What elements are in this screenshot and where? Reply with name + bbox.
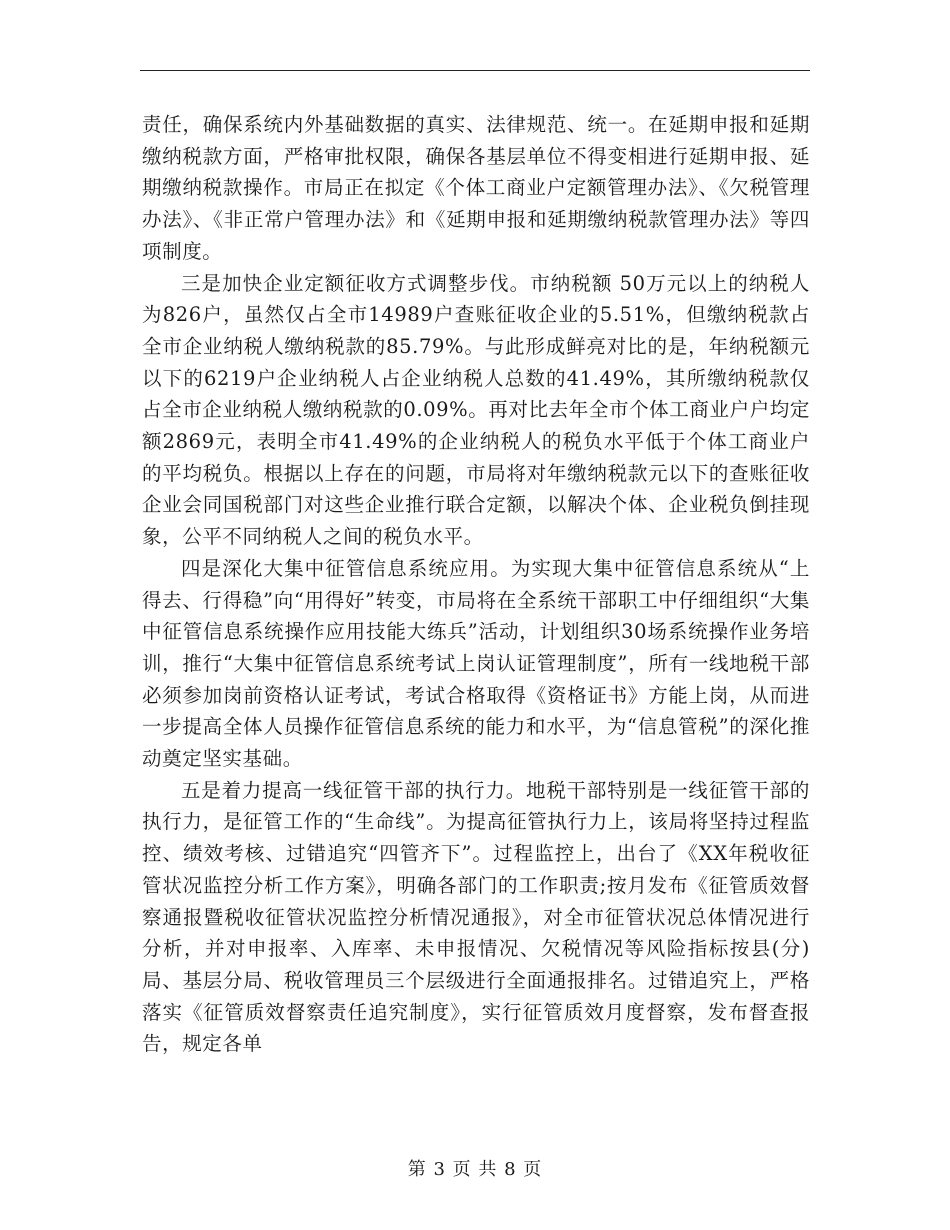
document-body [142,109,810,1060]
paragraph-point-five: 五是着力提高一线征管干部的执行力。地税干部特别是一线征管干部的执行力，是征管工作的“生命线”。为提高征管执行力上，该局将坚持过程监控、绩效考核、过错追究“四管齐下”。过程监控上，出台了《XX年税收征管状况监控分析工作方案》，明确各部门的工作职责;按月发布《征管质效督察通报暨税收征管状况监控分析情况通报》，对全市征管状况总体情况进行分析，并对申报率、入库率、未申报情况、欠税情况等风险指标按县(分)局、基层分局、税收管理员三个层级进行全面通报排名。过错追究上，严格落实《征管质效督察责任追究制度》，实行征管质效月度督察，发布督查报告，规定各单 [142,778,810,1056]
paragraph-continuation: 责任，确保系统内外基础数据的真实、法律规范、统一。在延期申报和延期缴纳税款方面，严格审批权限，确保各基层单位不得变相进行延期申报、延期缴纳税款操作。市局正在拟定《个体工商业户定额管理办法》、《欠税管理办法》、《非正常户管理办法》和《延期申报和延期缴纳税款管理办法》等四项制度。 [142,113,810,263]
header-rule [140,70,810,71]
page-number-footer: 第 3 页 共 8 页 [407,1159,543,1180]
paragraph-point-four: 四是深化大集中征管信息系统应用。为实现大集中征管信息系统从“上得去、行得稳”向“用得好”转变，市局将在全系统干部职工中仔细组织“大集中征管信息系统操作应用技能大练兵”活动，计划组织30场系统操作业务培训，推行“大集中征管信息系统考试上岗认证管理制度”，所有一线地税干部必须参加岗前资格认证考试，考试合格取得《资格证书》方能上岗，从而进一步提高全体人员操作征管信息系统的能力和水平，为“信息管税”的深化推动奠定坚实基础。 [142,556,810,771]
paragraph-point-three: 三是加快企业定额征收方式调整步伐。市纳税额 50万元以上的纳税人为826户，虽然仅占全市14989户查账征收企业的5.51%，但缴纳税款占全市企业纳税人缴纳税款的85.79%。与此形成鲜亮对比的是，年纳税额元以下的6219户企业纳税人占企业纳税人总数的41.49%，其所缴纳税款仅占全市企业纳税人缴纳税款的0.09%。再对比去年全市个体工商业户户均定额2869元，表明全市41.49%的企业纳税人的税负水平低于个体工商业户的平均税负。根据以上存在的问题，市局将对年缴纳税款元以下的查账征收企业会同国税部门对这些企业推行联合定额，以解决个体、企业税负倒挂现象，公平不同纳税人之间的税负水平。 [142,271,810,549]
